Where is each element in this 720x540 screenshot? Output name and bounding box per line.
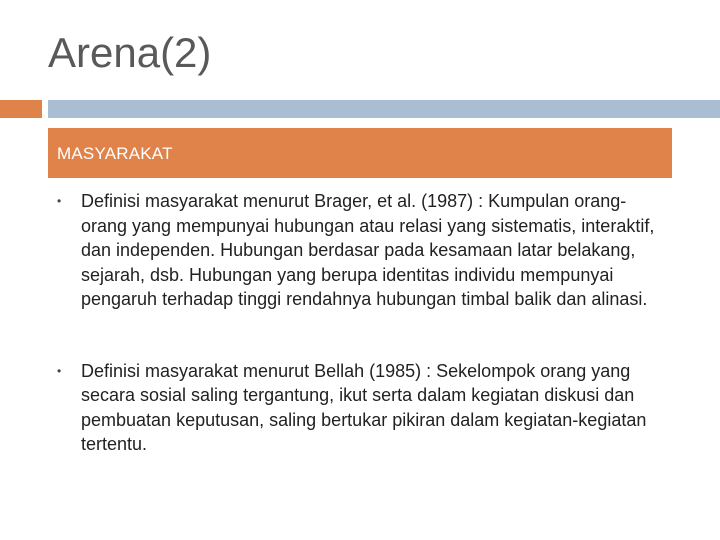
- bullet-list: [48, 189, 672, 457]
- bullet-marker: •: [57, 194, 62, 208]
- section-header: [48, 128, 672, 178]
- section-header-label: MASYARAKAT: [57, 144, 173, 163]
- slide-title: Arena(2): [48, 29, 212, 76]
- accent-bar-blue: [48, 100, 720, 118]
- accent-bar-orange: [0, 100, 42, 118]
- bullet-item: [48, 359, 672, 457]
- bullet-text: Definisi masyarakat menurut Brager, et al. (1987) : Kumpulan orang-orang yang mempunyai hubungan atau relasi yang sistematis, interaktif, dan independen. Hubungan berdasar pada kesamaan latar belakang, sejarah, dsb. Hubungan yang berupa identitas individu mempunyai pengaruh terhadap tinggi rendahnya hubungan timbal balik dan alinasi.: [81, 191, 655, 309]
- bullet-text: Definisi masyarakat menurut Bellah (1985) : Sekelompok orang yang secara sosial saling tergantung, ikut serta dalam kegiatan diskusi dan pembuatan keputusan, saling bertukar pikiran dalam kegiatan-kegiatan tertentu.: [81, 360, 647, 454]
- bullet-item: [48, 189, 672, 312]
- bullet-marker: •: [57, 363, 62, 378]
